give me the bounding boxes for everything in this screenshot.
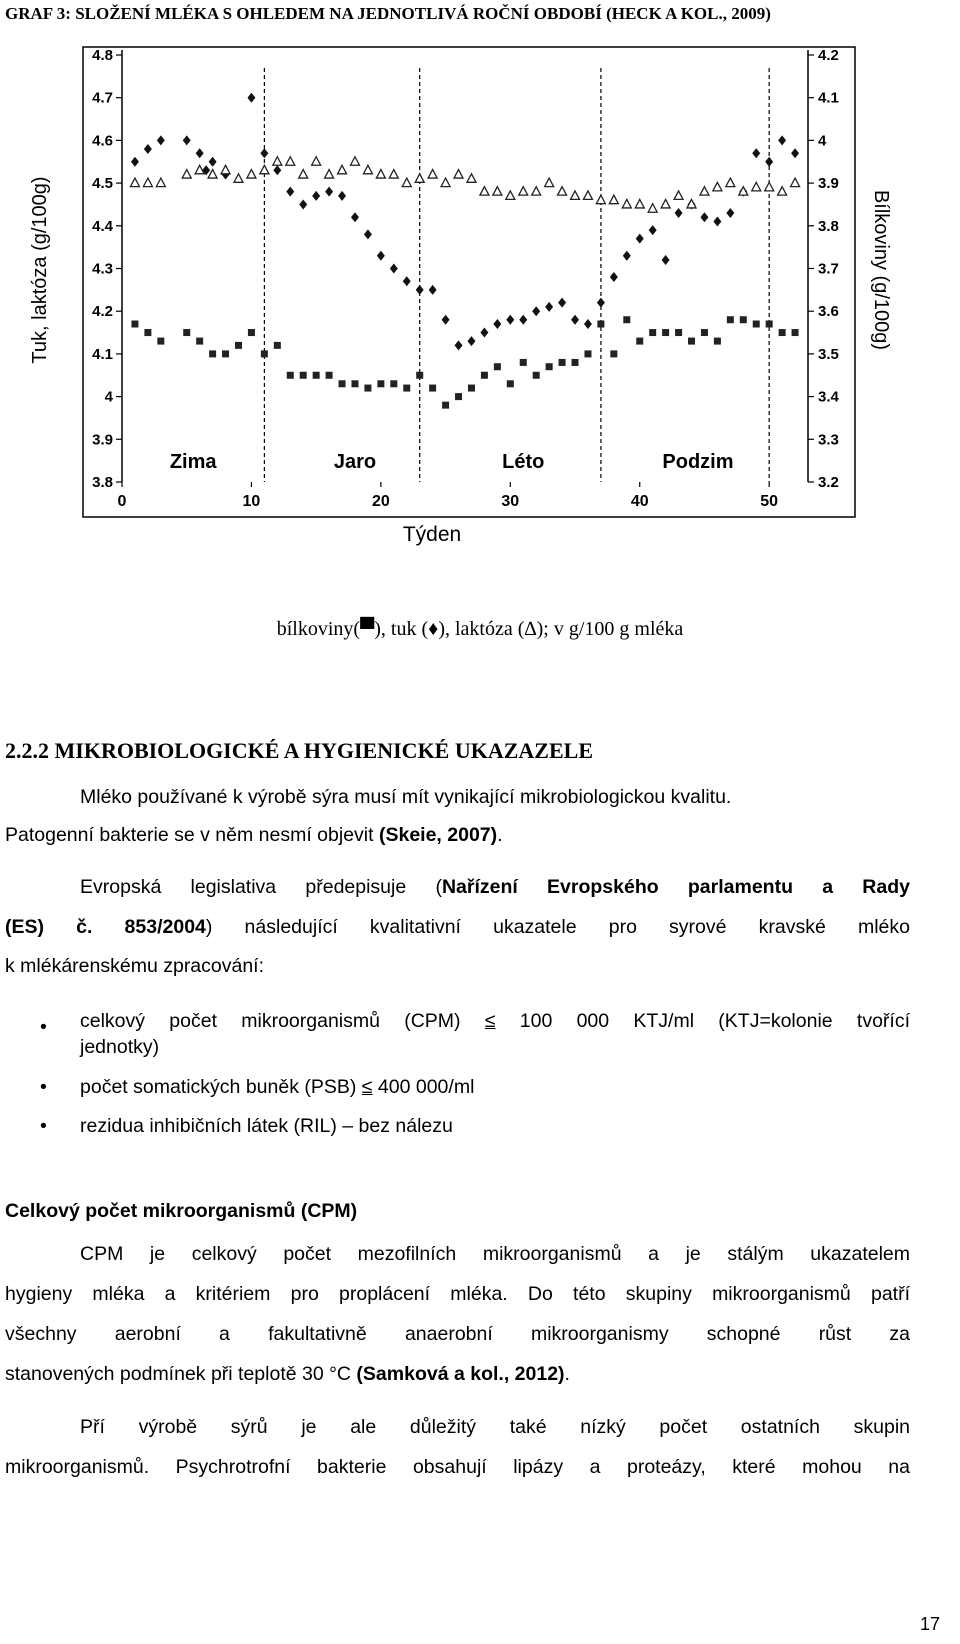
fat-point <box>390 264 398 274</box>
bullet-3: rezidua inhibičních látek (RIL) – bez nálezu <box>80 1115 453 1137</box>
lactose-point <box>765 182 774 191</box>
fat-point <box>455 340 463 350</box>
cpm-line-1-text: CPM je celkový počet mezofilních mikroorganismů a je stálým ukazatelem <box>80 1243 910 1265</box>
protein-point <box>507 380 514 387</box>
lactose-point <box>726 178 735 187</box>
protein-point <box>792 329 799 336</box>
y-right-tick-label: 3.6 <box>818 303 839 321</box>
fat-point <box>558 298 566 308</box>
protein-point <box>183 329 190 336</box>
chart-legend: bílkoviny(▀), tuk (♦), laktóza (∆); v g/100 g mléka <box>276 618 684 640</box>
fat-point <box>752 148 760 158</box>
lactose-point <box>752 182 761 191</box>
fat-point <box>778 135 786 145</box>
protein-point <box>766 321 773 328</box>
y-right-tick-label: 3.8 <box>818 217 839 235</box>
y-right-tick-label: 4.2 <box>818 47 839 64</box>
fat-point <box>532 306 540 316</box>
fat-point <box>765 157 773 167</box>
protein-point <box>442 402 449 409</box>
chart-frame <box>83 47 855 517</box>
x-tick-label: 50 <box>760 493 779 510</box>
fat-point <box>157 135 165 145</box>
y-left-tick-label: 3.9 <box>92 431 113 449</box>
x-tick-label: 40 <box>630 493 649 510</box>
cpm-period: . <box>564 1363 570 1385</box>
fat-point <box>571 315 579 325</box>
y-right-tick-label: 3.2 <box>818 474 839 491</box>
bullet-dot-2: • <box>40 1076 47 1098</box>
lactose-point <box>467 174 476 183</box>
y-left-tick-label: 4.3 <box>92 260 113 278</box>
lactose-point <box>622 199 631 208</box>
y-right-tick-label: 3.3 <box>818 431 839 449</box>
lactose-point <box>130 178 139 187</box>
protein-point <box>597 321 604 328</box>
y-left-tick-label: 4.8 <box>92 47 113 64</box>
fat-point <box>442 315 450 325</box>
lactose-point <box>415 174 424 183</box>
protein-point <box>753 321 760 328</box>
protein-point <box>727 316 734 323</box>
y-left-tick-label: 4.7 <box>92 89 113 107</box>
protein-point <box>326 372 333 379</box>
protein-point <box>390 380 397 387</box>
y-left-axis-title: Tuk, laktóza (g/100g) <box>29 176 51 364</box>
lactose-point <box>182 170 191 179</box>
lactose-point <box>596 195 605 204</box>
lactose-point <box>286 157 295 166</box>
composition-chart <box>0 0 960 600</box>
fat-point <box>467 336 475 346</box>
fat-point <box>403 276 411 286</box>
lactose-point <box>454 170 463 179</box>
fat-point <box>700 212 708 222</box>
cpm-line-1 <box>80 1235 910 1273</box>
protein-point <box>779 329 786 336</box>
x-axis-title: Týden <box>402 523 462 546</box>
lactose-point <box>299 170 308 179</box>
lactose-point <box>609 195 618 204</box>
lactose-point <box>338 165 347 174</box>
protein-point <box>339 380 346 387</box>
p4-line-1-text: Pří výrobě sýrů je ale důležitý také nízký počet ostatních skupin <box>80 1416 910 1438</box>
protein-point <box>455 393 462 400</box>
lactose-point <box>674 191 683 200</box>
protein-point <box>274 342 281 349</box>
fat-point <box>260 148 268 158</box>
protein-point <box>546 363 553 370</box>
fat-point <box>416 285 424 295</box>
lactose-point <box>325 170 334 179</box>
protein-point <box>429 385 436 392</box>
season-label: Zima <box>169 451 217 473</box>
cpm-heading: Celkový počet mikroorganismů (CPM) <box>5 1200 358 1222</box>
fat-point <box>286 187 294 197</box>
season-label: Podzim <box>662 451 734 473</box>
protein-point <box>261 350 268 357</box>
season-label: Léto <box>502 451 545 473</box>
lactose-point <box>713 182 722 191</box>
lactose-point <box>532 187 541 196</box>
x-tick-label: 0 <box>117 493 127 510</box>
fat-point <box>325 187 333 197</box>
le-symbol-2: ≤ <box>361 1076 373 1098</box>
lactose-point <box>648 204 657 213</box>
fat-point <box>338 191 346 201</box>
fat-point <box>623 251 631 261</box>
y-right-tick-label: 4 <box>818 132 827 150</box>
bullet-2 <box>80 1068 474 1106</box>
lactose-point <box>778 187 787 196</box>
protein-point <box>572 359 579 366</box>
fat-point <box>584 319 592 329</box>
protein-point <box>235 342 242 349</box>
lactose-point <box>260 165 269 174</box>
paragraph-2-line-1 <box>80 868 910 906</box>
lactose-point <box>402 178 411 187</box>
paragraph-2-line-2 <box>5 908 910 946</box>
lactose-point <box>441 178 450 187</box>
protein-point <box>287 372 294 379</box>
y-right-tick-label: 4.1 <box>818 89 839 107</box>
protein-point <box>403 385 410 392</box>
p4-line-2-text: mikroorganismů. Psychrotrofní bakterie obsahují lipázy a proteázy, které mohou na <box>5 1456 910 1478</box>
fat-point <box>791 148 799 158</box>
cpm-line-3-text: všechny aerobní a fakultativně anaerobní mikroorganismy schopné růst za <box>5 1323 910 1345</box>
protein-point <box>196 338 203 345</box>
fat-point <box>519 315 527 325</box>
protein-point <box>468 385 475 392</box>
y-right-axis-title: Bílkoviny (g/100g) <box>870 189 892 351</box>
fat-point <box>649 225 657 235</box>
lactose-point <box>234 174 243 183</box>
lactose-point <box>247 170 256 179</box>
protein-point <box>649 329 656 336</box>
protein-point <box>222 350 229 357</box>
bullet-2-text-b: 400 000/ml <box>372 1076 475 1098</box>
protein-point <box>584 350 591 357</box>
y-left-tick-label: 4.4 <box>92 217 113 235</box>
fat-point <box>610 272 618 282</box>
lactose-point <box>545 178 554 187</box>
protein-point <box>377 380 384 387</box>
fat-point <box>597 298 605 308</box>
fat-point <box>273 165 281 175</box>
fat-point <box>429 285 437 295</box>
section-heading: 2.2.2 MIKROBIOLOGICKÉ A HYGIENICKÉ UKAZAZELE <box>5 738 593 763</box>
y-left-tick-label: 4.2 <box>92 303 113 321</box>
fat-point <box>364 229 372 239</box>
protein-point <box>313 372 320 379</box>
bullet-dot-1: • <box>40 1016 47 1038</box>
protein-point <box>636 338 643 345</box>
bullet-1-text-b: 100 000 KTJ/ml (KTJ=kolonie tvořící <box>495 1010 910 1032</box>
lactose-point <box>661 199 670 208</box>
protein-point <box>610 350 617 357</box>
protein-point <box>675 329 682 336</box>
lactose-point <box>635 199 644 208</box>
protein-point <box>623 316 630 323</box>
bullet-1 <box>80 1008 910 1060</box>
fat-point <box>636 234 644 244</box>
protein-point <box>740 316 747 323</box>
fat-point <box>312 191 320 201</box>
cpm-line-3 <box>5 1315 910 1353</box>
figure-title: GRAF 3: SLOŽENÍ MLÉKA S OHLEDEM NA JEDNOTLIVÁ ROČNÍ OBDOBÍ (HECK A KOL., 2009) <box>5 4 771 23</box>
y-left-tick-label: 4.1 <box>92 345 113 363</box>
fat-point <box>726 208 734 218</box>
cpm-line-4 <box>5 1355 570 1393</box>
lactose-point <box>389 170 398 179</box>
y-right-tick-label: 3.9 <box>818 175 839 193</box>
fat-point <box>196 148 204 158</box>
fat-point <box>131 157 139 167</box>
fat-point <box>144 144 152 154</box>
protein-point <box>559 359 566 366</box>
protein-point <box>364 385 371 392</box>
le-symbol-1: ≤ <box>484 1010 496 1032</box>
x-tick-label: 30 <box>501 493 520 510</box>
fat-point <box>209 157 217 167</box>
protein-point <box>688 338 695 345</box>
fat-point <box>480 328 488 338</box>
protein-point <box>481 372 488 379</box>
protein-point <box>131 321 138 328</box>
protein-point <box>144 329 151 336</box>
page-number: 17 <box>919 1614 940 1634</box>
y-left-tick-label: 4 <box>104 388 113 406</box>
fat-point <box>351 212 359 222</box>
protein-point <box>701 329 708 336</box>
x-tick-label: 20 <box>371 493 390 510</box>
protein-point <box>209 350 216 357</box>
fat-point <box>713 217 721 227</box>
fat-point <box>493 319 501 329</box>
p1-period: . <box>497 824 503 846</box>
lactose-point <box>350 157 359 166</box>
protein-point <box>351 380 358 387</box>
bullet-1-text-a: celkový počet mikroorganismů (CPM) <box>80 1010 485 1032</box>
y-right-tick-label: 3.5 <box>818 345 839 363</box>
protein-point <box>416 372 423 379</box>
lactose-point <box>700 187 709 196</box>
lactose-point <box>493 187 502 196</box>
paragraph-4-line-1 <box>80 1408 910 1446</box>
protein-point <box>662 329 669 336</box>
y-left-tick-label: 4.6 <box>92 132 113 150</box>
paragraph-2-line-3: k mlékárenskému zpracování: <box>5 955 265 977</box>
protein-point <box>520 359 527 366</box>
paragraph-1-line-2 <box>5 816 503 854</box>
season-label: Jaro <box>333 451 377 473</box>
y-left-tick-label: 3.8 <box>92 474 113 491</box>
p2-text-b: ) následující kvalitativní ukazatele pro syrové kravské mléko <box>205 916 910 938</box>
bullet-dot-3: • <box>40 1115 47 1137</box>
lactose-point <box>558 187 567 196</box>
y-right-tick-label: 3.4 <box>818 388 839 406</box>
lactose-point <box>519 187 528 196</box>
cpm-line-2 <box>5 1275 910 1313</box>
regulation-number: (ES) č. 853/2004 <box>5 916 206 938</box>
fat-point <box>183 135 191 145</box>
paragraph-1-line-1: Mléko používané k výrobě sýra musí mít vynikající mikrobiologickou kvalitu. <box>80 786 732 808</box>
lactose-point <box>480 187 489 196</box>
fat-point <box>675 208 683 218</box>
lactose-point <box>571 191 580 200</box>
protein-point <box>714 338 721 345</box>
protein-point <box>300 372 307 379</box>
cpm-line-2-text: hygieny mléka a kritériem pro proplácení mléka. Do této skupiny mikroorganismů patří <box>5 1283 910 1305</box>
fat-point <box>299 199 307 209</box>
lactose-point <box>583 191 592 200</box>
y-left-tick-label: 4.5 <box>92 175 113 193</box>
y-right-tick-label: 3.7 <box>818 260 839 278</box>
lactose-point <box>156 178 165 187</box>
citation-samkova: (Samková a kol., 2012) <box>356 1363 565 1385</box>
protein-point <box>157 338 164 345</box>
cpm-line-4-text: stanovených podmínek při teplotě 30 °C <box>5 1363 357 1385</box>
protein-point <box>533 372 540 379</box>
protein-point <box>494 363 501 370</box>
lactose-point <box>312 157 321 166</box>
regulation-name: Nařízení Evropského parlamentu a Rady <box>441 876 910 898</box>
protein-point <box>248 329 255 336</box>
lactose-point <box>273 157 282 166</box>
lactose-point <box>143 178 152 187</box>
lactose-point <box>363 165 372 174</box>
fat-point <box>506 315 514 325</box>
lactose-point <box>791 178 800 187</box>
citation-skeie: (Skeie, 2007) <box>378 824 498 846</box>
p2-text-a: Evropská legislativa předepisuje ( <box>80 876 442 898</box>
fat-point <box>545 302 553 312</box>
x-tick-label: 10 <box>242 493 261 510</box>
bullet-2-text-a: počet somatických buněk (PSB) <box>80 1076 362 1098</box>
fat-point <box>662 255 670 265</box>
fat-point <box>247 93 255 103</box>
paragraph-4-line-2 <box>5 1448 910 1486</box>
lactose-point <box>428 170 437 179</box>
lactose-point <box>376 170 385 179</box>
lactose-point <box>221 165 230 174</box>
fat-point <box>377 251 385 261</box>
bullet-1-text-c: jednotky) <box>80 1036 160 1058</box>
p1-text: Patogenní bakterie se v něm nesmí objevit <box>5 824 379 846</box>
lactose-point <box>506 191 515 200</box>
